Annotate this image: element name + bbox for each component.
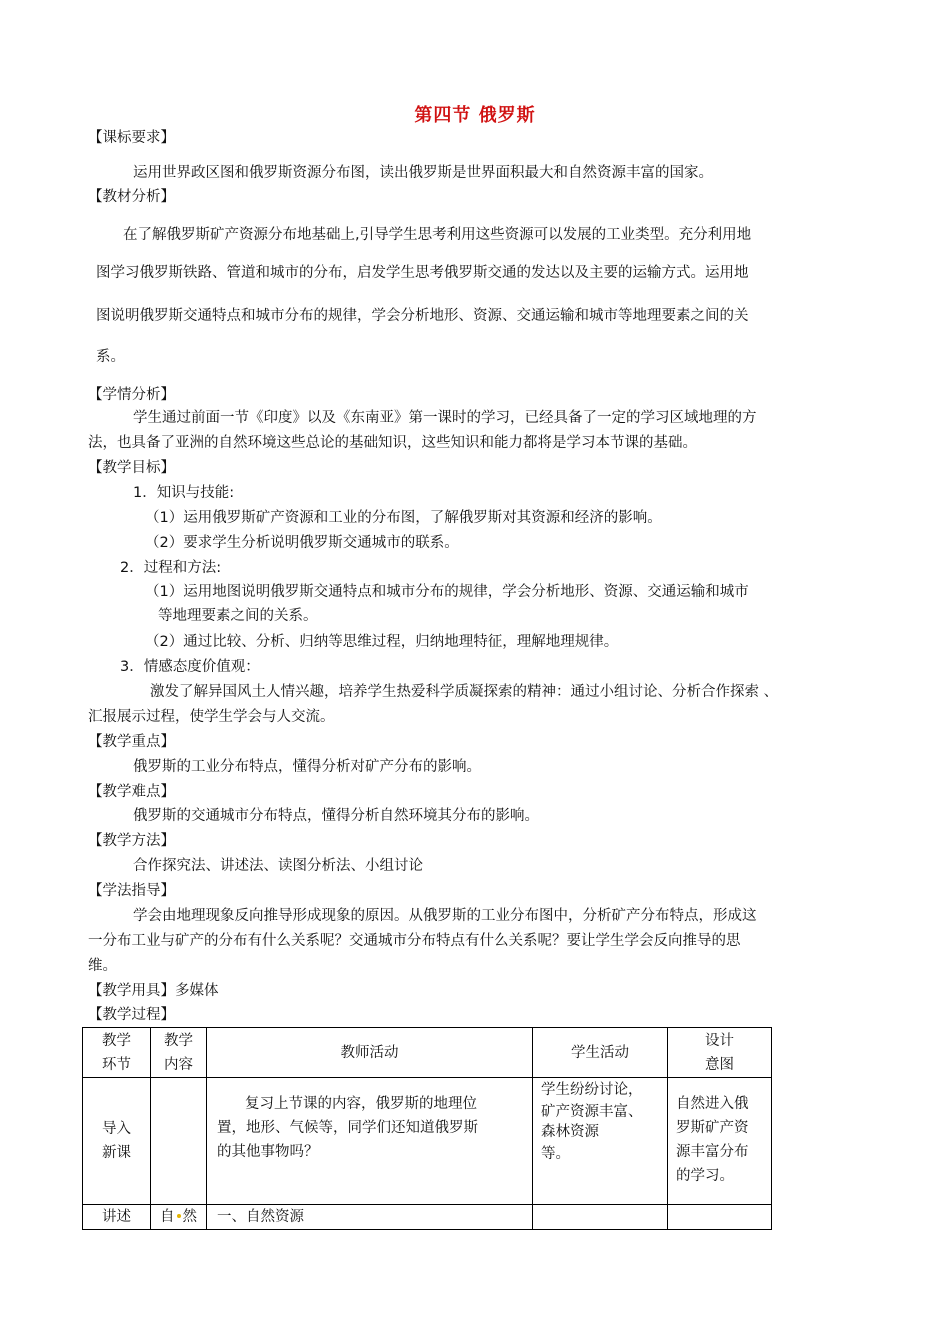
cell-text: 的学习。 <box>676 1168 734 1184</box>
cell-sheji <box>668 1205 772 1230</box>
section-heading-yongju: 【教学用具】 <box>88 983 175 999</box>
cell-text: 森林资源 <box>541 1124 599 1140</box>
cell-huanjie <box>83 1078 151 1205</box>
cell-text: 源丰富分布 <box>676 1144 749 1160</box>
jiaocai-line-2: 图学习俄罗斯铁路、管道和城市的分布，启发学生思考俄罗斯交通的发达以及主要的运输方式。运用地 <box>96 265 749 281</box>
header-cell-sheji <box>668 1028 772 1078</box>
section-heading-xueqing: 【学情分析】 <box>88 387 175 403</box>
zhongdian-text: 俄罗斯的工业分布特点，懂得分析对矿产分布的影响。 <box>133 759 481 775</box>
header-text: 内容 <box>164 1056 193 1073</box>
cell-huanjie: 讲述 <box>83 1205 151 1230</box>
xueqing-line-1: 学生通过前面一节《印度》以及《东南亚》第一课时的学习，已经具备了一定的学习区域地理的方 <box>133 410 757 426</box>
header-text: 环节 <box>102 1056 131 1073</box>
yongju-line <box>88 981 219 1001</box>
mubiao-1b: （2）要求学生分析说明俄罗斯交通城市的联系。 <box>145 535 459 551</box>
section-heading-zhongdian: 【教学重点】 <box>88 734 175 750</box>
table-row <box>83 1205 772 1230</box>
header-text: 教学 <box>164 1032 193 1049</box>
cell-neirong <box>151 1205 207 1230</box>
header-cell-neirong <box>151 1028 207 1078</box>
section-heading-xuefa: 【学法指导】 <box>88 883 175 899</box>
jiaocai-line-3: 图说明俄罗斯交通特点和城市分布的规律，学会分析地形、资源、交通运输和城市等地理要素之间的关 <box>96 308 749 324</box>
cell-jiaoshi: 一、自然资源 <box>207 1205 533 1230</box>
mubiao-3a-2: 汇报展示过程，使学生学会与人交流。 <box>88 709 335 725</box>
cell-text: 新课 <box>102 1145 131 1161</box>
cell-text: 自然进入俄 <box>676 1096 749 1112</box>
section-heading-jiaocai: 【教材分析】 <box>88 189 175 205</box>
cell-jiaoshi <box>207 1078 533 1205</box>
cell-text: 学生纷纷讨论， <box>541 1082 643 1098</box>
yongju-text: 多媒体 <box>175 983 219 999</box>
section-heading-mubiao: 【教学目标】 <box>88 460 175 476</box>
xuefa-line-2: 一分布工业与矿产的分布有什么关系呢？交通城市分布特点有什么关系呢？要让学生学会反向推导的思 <box>88 933 741 949</box>
cell-text: 的其他事物吗？ <box>217 1144 319 1160</box>
mubiao-2b: （2）通过比较、分析、归纳等思维过程，归纳地理特征，理解地理规律。 <box>145 634 619 650</box>
table-row <box>83 1078 772 1205</box>
process-table <box>82 1027 772 1230</box>
cell-text: 自 <box>160 1209 175 1225</box>
cell-text: 复习上节课的内容，俄罗斯的地理位 <box>245 1096 477 1112</box>
cell-text: 置，地形、气候等，同学们还知道俄罗斯 <box>217 1120 478 1136</box>
cell-text: 矿产资源丰富、 <box>541 1104 643 1120</box>
cell-text: 等。 <box>541 1146 570 1162</box>
section-heading-guocheng: 【教学过程】 <box>88 1007 175 1023</box>
mubiao-3a-1: 激发了解异国风土人情兴趣，培养学生热爱科学质凝探索的精神：通过小组讨论、分析合作探索 、 <box>150 684 779 700</box>
kebiao-text: 运用世界政区图和俄罗斯资源分布图，读出俄罗斯是世界面积最大和自然资源丰富的国家。 <box>133 165 713 181</box>
mubiao-2: 2．过程和方法: <box>120 560 222 576</box>
header-text: 设计 <box>705 1032 734 1049</box>
cell-text: 导入 <box>102 1121 131 1137</box>
section-heading-fangfa: 【教学方法】 <box>88 833 175 849</box>
ink-dot <box>177 1214 181 1218</box>
header-cell-xuesheng <box>533 1028 668 1078</box>
section-heading-kebiao: 【课标要求】 <box>88 130 175 146</box>
xueqing-line-2: 法，也具备了亚洲的自然环境这些总论的基础知识，这些知识和能力都将是学习本节课的基础。 <box>88 435 697 451</box>
header-cell-huanjie <box>83 1028 151 1078</box>
jiaocai-line-1: 在了解俄罗斯矿产资源分布地基础上,引导学生思考利用这些资源可以发展的工业类型。充分利用地 <box>123 227 752 243</box>
mubiao-2a-2: 等地理要素之间的关系。 <box>158 608 318 624</box>
jiaocai-line-4: 系。 <box>96 349 125 365</box>
cell-xuesheng <box>533 1205 668 1230</box>
page-title: 第四节 俄罗斯 <box>414 105 536 126</box>
mubiao-2a-1: （1）运用地图说明俄罗斯交通特点和城市分布的规律，学会分析地形、资源、交通运输和城市 <box>145 584 749 600</box>
header-text: 教师活动 <box>340 1044 399 1061</box>
cell-text: 然 <box>182 1209 197 1225</box>
xuefa-line-3: 维。 <box>88 958 117 974</box>
header-text: 教学 <box>102 1032 131 1049</box>
cell-neirong <box>151 1078 207 1205</box>
cell-sheji <box>668 1078 772 1205</box>
header-text: 学生活动 <box>571 1044 629 1061</box>
mubiao-1a: （1）运用俄罗斯矿产资源和工业的分布图，了解俄罗斯对其资源和经济的影响。 <box>145 510 662 526</box>
fangfa-text: 合作探究法、讲述法、读图分析法、小组讨论 <box>133 858 423 874</box>
nandian-text: 俄罗斯的交通城市分布特点，懂得分析自然环境其分布的影响。 <box>133 808 539 824</box>
xuefa-line-1: 学会由地理现象反向推导形成现象的原因。从俄罗斯的工业分布图中，分析矿产分布特点，形成这 <box>133 908 757 924</box>
table-header-row <box>83 1028 772 1078</box>
cell-text: 罗斯矿产资 <box>676 1120 749 1136</box>
header-cell-jiaoshi <box>207 1028 533 1078</box>
mubiao-1: 1．知识与技能: <box>133 485 235 501</box>
section-heading-nandian: 【教学难点】 <box>88 784 175 800</box>
cell-xuesheng <box>533 1078 668 1205</box>
header-text: 意图 <box>705 1056 734 1073</box>
mubiao-3: 3．情感态度价值观： <box>120 659 260 675</box>
